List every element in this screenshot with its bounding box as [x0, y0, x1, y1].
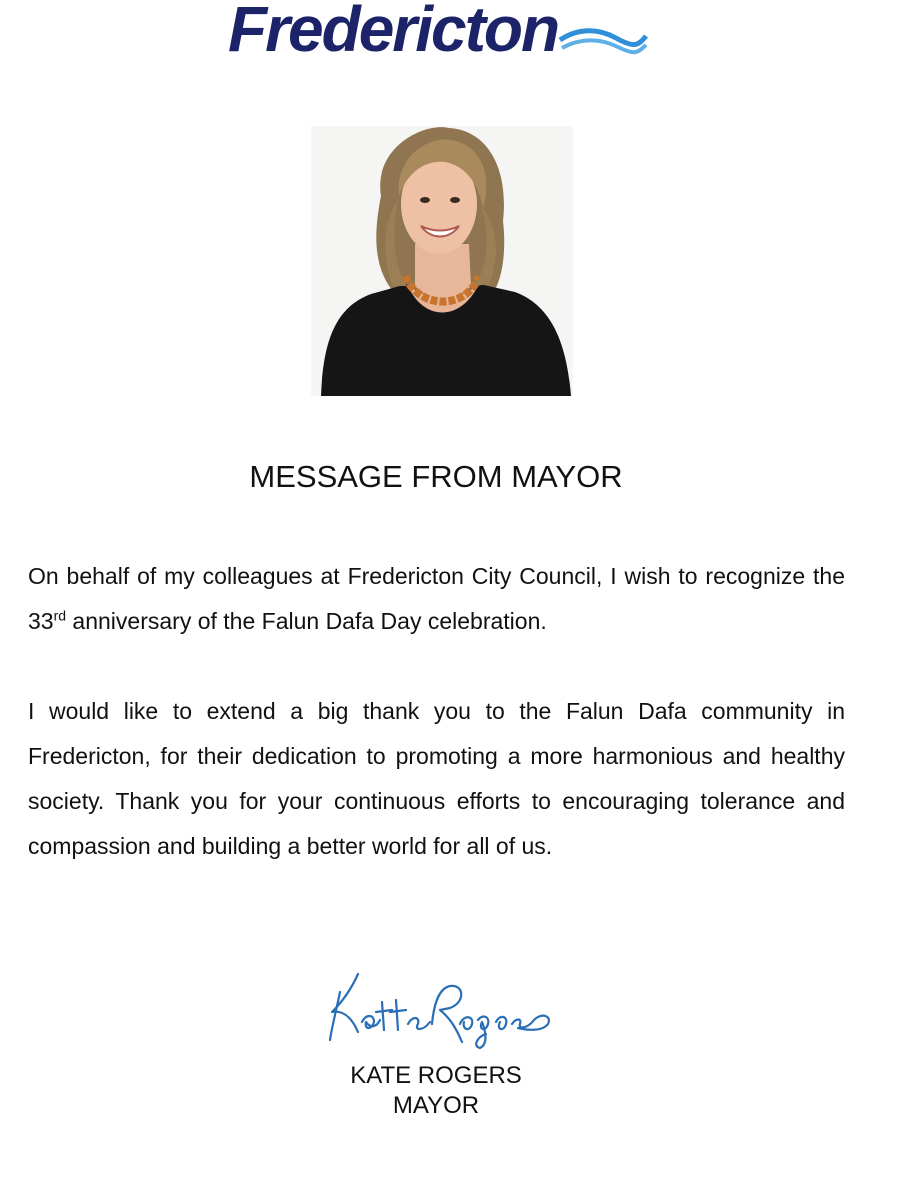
logo-wordmark: Fredericton	[228, 0, 559, 65]
signatory-name: KATE ROGERS	[350, 1062, 522, 1089]
letter-title: MESSAGE FROM MAYOR	[249, 459, 623, 494]
signatory-title: MAYOR	[392, 1092, 480, 1119]
mayor-portrait	[311, 126, 573, 396]
handwritten-signature	[322, 962, 554, 1050]
wave-icon	[558, 20, 648, 60]
paragraph-1-text-end: anniversary of the Falun Dafa Day celebration.	[66, 608, 547, 634]
paragraph-1-text: On behalf of my colleagues at Fredericton City Council, I wish to recognize the 33	[28, 563, 845, 634]
letter-paragraph-2: I would like to extend a big thank you to the Falun Dafa community in Fredericton, for their dedication to promoting a more harmonious and healthy society. Thank you for your continuous efforts to encouraging tolerance and compassion and building a better world for all of us.	[28, 698, 845, 859]
fredericton-logo	[228, 0, 648, 66]
letter-paragraph-1	[28, 554, 845, 644]
ordinal-superscript: rd	[53, 607, 67, 624]
portrait-image	[311, 126, 573, 396]
